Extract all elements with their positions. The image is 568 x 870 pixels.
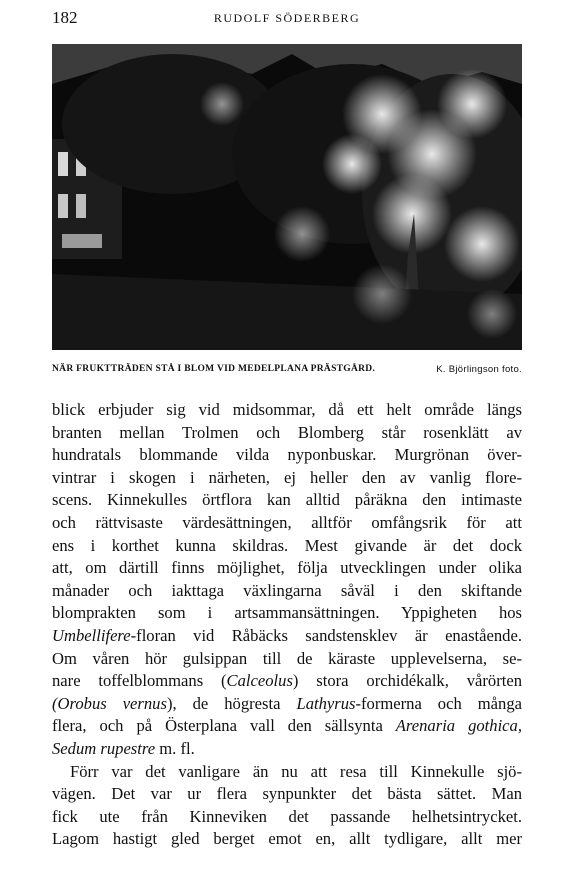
text-line: fick ute från Kinneviken det passande helhetsintrycket. — [52, 806, 522, 826]
italic-term: Orobus vernus — [57, 693, 167, 713]
body-text — [52, 399, 522, 851]
running-title: RUDOLF SÖDERBERG — [213, 11, 361, 25]
text-line — [52, 738, 522, 761]
text-line: och rättvisaste värdesättningen, alltför omfångsrik för att — [52, 512, 522, 532]
page-number: 182 — [52, 8, 78, 27]
text-segment: ) stora orchidékalk, vårörten — [292, 671, 522, 691]
text-segment: ( — [52, 693, 58, 713]
text-line: Förr var det vanligare än nu att resa till Kinnekulle sjö- — [70, 761, 522, 781]
text-line: ens i korthet kunna skildras. Mest givande är det dock — [52, 535, 522, 555]
italic-term: Umbellifere- — [52, 625, 137, 645]
text-line: vintrar i skogen i närheten, ej heller den av vanlig flore- — [52, 467, 522, 487]
text-line: blick erbjuder sig vid midsommar, då ett helt område längs — [52, 400, 522, 419]
text-line: månader och iakttaga växlingarna såväl i den skiftande — [52, 580, 522, 600]
text-line: att, om därtill finns möjlighet, följa utvecklingen under olika — [52, 558, 522, 578]
photo-credit: K. Björlingson foto. — [436, 364, 522, 375]
photograph-image — [52, 44, 522, 350]
text-segment: -formerna och många — [355, 693, 522, 713]
text-segment: ), de högresta — [166, 693, 297, 713]
italic-term: Calceolus — [226, 671, 293, 691]
photograph — [52, 44, 522, 350]
italic-term: Arenaria gothica, — [395, 716, 522, 736]
text-line — [52, 715, 522, 738]
text-line: blomprakten som i artsammansättningen. Yppigheten hos — [52, 603, 522, 623]
text-segment: m. fl. — [155, 738, 195, 758]
text-line — [52, 625, 522, 648]
text-line: Lagom hastigt gled berget emot en, allt tydligare, allt mer — [52, 829, 522, 849]
text-line: branten mellan Trolmen och Blomberg står rosenklätt av — [52, 422, 522, 442]
italic-term: Sedum rupestre — [52, 738, 156, 758]
text-line: vägen. Det var ur flera synpunkter det bästa sättet. Man — [52, 784, 522, 804]
text-line — [52, 693, 522, 716]
italic-term: Lathyrus — [296, 693, 356, 713]
text-line: hundratals blommande vilda nyponbuskar. Murgrönan över- — [52, 445, 522, 465]
text-segment: floran vid Råbäcks sandstensklev är enastående. — [136, 625, 522, 645]
text-line — [52, 670, 522, 693]
page-header — [52, 8, 522, 30]
photo-caption — [52, 364, 522, 375]
text-line: scens. Kinnekulles örtflora kan alltid påräkna den intimaste — [52, 490, 522, 510]
caption-text: NÄR FRUKTTRÄDEN STÅ I BLOM VID MEDELPLANA PRÄSTGÅRD. — [52, 364, 376, 374]
text-segment: nare toffelblommans ( — [52, 671, 227, 691]
text-segment: flera, och på Österplana vall den sällsynta — [52, 716, 396, 736]
text-line: Om våren hör gulsippan till de käraste upplevelserna, se- — [52, 648, 522, 668]
